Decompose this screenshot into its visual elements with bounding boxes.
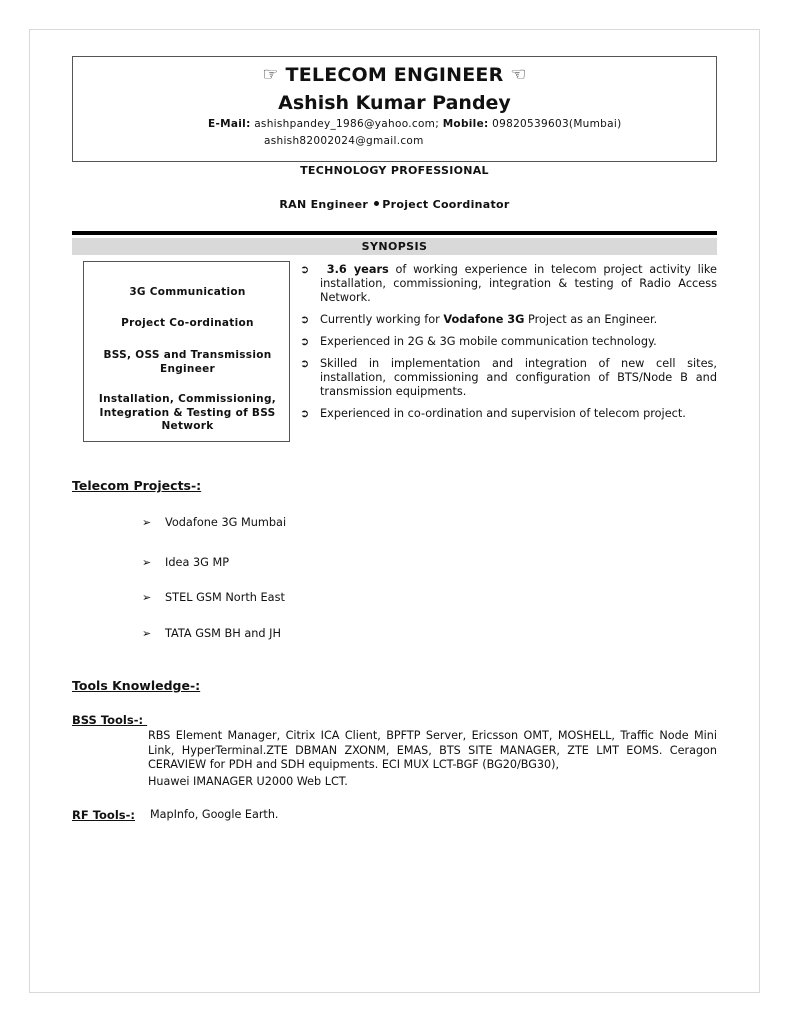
point-pre: Currently working for [320, 313, 444, 326]
arrowhead-bullet-icon: ➢ [142, 516, 152, 529]
project-name: Idea 3G MP [165, 556, 230, 569]
skill-item: Installation, Commissioning, Integration & Testing of BSS Network [98, 393, 277, 432]
synopsis-heading: SYNOPSIS [72, 238, 717, 255]
profile-headline: TECHNOLOGY PROFESSIONAL [300, 164, 489, 177]
arrow-bullet-icon: ➲ [300, 357, 310, 370]
arrow-bullet-icon: ➲ [300, 263, 310, 276]
point-text: Experienced in co-ordination and supervision of telecom project. [320, 407, 686, 420]
skill-item: BSS, OSS and Transmission Engineer [103, 349, 272, 375]
bss-tools-label: BSS Tools-: [72, 713, 148, 727]
bss-tools-text: RBS Element Manager, Citrix ICA Client, BPFTP Server, Ericsson OMT, MOSHELL, Traffic Node Mini Link, HyperTerminal.ZTE DBMAN ZXONM, EMAS, BTS SITE MANAGER, ZTE LMT EOMS. Ceragon CERAVIEW for PDH and SDH equipments. ECI MUX LCT-BGF (BG20/BG30), [148, 729, 717, 771]
secondary-email[interactable]: ashish82002024@gmail.com [264, 135, 424, 147]
rf-tools-label: RF Tools-: [72, 808, 135, 822]
arrowhead-bullet-icon: ➢ [142, 591, 152, 604]
project-item [142, 627, 281, 640]
role-primary: RAN Engineer [279, 198, 369, 211]
arrow-bullet-icon: ➲ [300, 335, 310, 348]
arrowhead-bullet-icon: ➢ [142, 556, 152, 569]
title-text: TELECOM ENGINEER [285, 64, 504, 86]
email-value[interactable]: ashishpandey_1986@yahoo.com; [254, 118, 440, 130]
point-text: Skilled in implementation and integration of new cell sites, installation, commissioning and configuration of BTS/Node B and transmission equipments. [320, 357, 717, 398]
pointing-hand-left-icon: ☜ [510, 64, 527, 85]
tools-heading: Tools Knowledge-: [72, 678, 201, 693]
point-text: of working experience in telecom project activity like installation, commissioning, integration & testing of Radio Access Network. [320, 263, 717, 304]
email-label: E-Mail: [208, 118, 251, 130]
arrowhead-bullet-icon: ➢ [142, 627, 152, 640]
profile-roles [72, 198, 717, 211]
resume-title [72, 64, 717, 86]
projects-heading: Telecom Projects-: [72, 478, 202, 493]
project-name: TATA GSM BH and JH [165, 627, 281, 640]
bss-tools-text-last: Huawei IMANAGER U2000 Web LCT. [148, 775, 348, 788]
role-secondary: Project Coordinator [382, 198, 510, 211]
project-item [142, 516, 286, 529]
contact-line [208, 118, 621, 130]
project-name: Vodafone 3G Mumbai [165, 516, 287, 529]
project-item [142, 591, 285, 604]
point-bold: Vodafone 3G [443, 313, 525, 326]
point-text: Experienced in 2G & 3G mobile communication technology. [320, 335, 657, 348]
bullet-dot-icon [374, 201, 379, 206]
point-bold: 3.6 years [326, 263, 389, 276]
rf-tools-text: MapInfo, Google Earth. [150, 808, 279, 821]
skill-item: Project Co-ordination [121, 317, 254, 329]
candidate-name: Ashish Kumar Pandey [278, 92, 511, 114]
point-text: Project as an Engineer. [524, 313, 658, 326]
arrow-bullet-icon: ➲ [300, 313, 310, 326]
skill-item: 3G Communication [129, 286, 246, 298]
mobile-value: 09820539603(Mumbai) [492, 118, 622, 130]
arrow-bullet-icon: ➲ [300, 407, 310, 420]
synopsis-rule [72, 231, 717, 235]
pointing-hand-right-icon: ☞ [262, 64, 279, 85]
project-name: STEL GSM North East [165, 591, 285, 604]
mobile-label: Mobile: [442, 118, 489, 130]
project-item [142, 556, 229, 569]
